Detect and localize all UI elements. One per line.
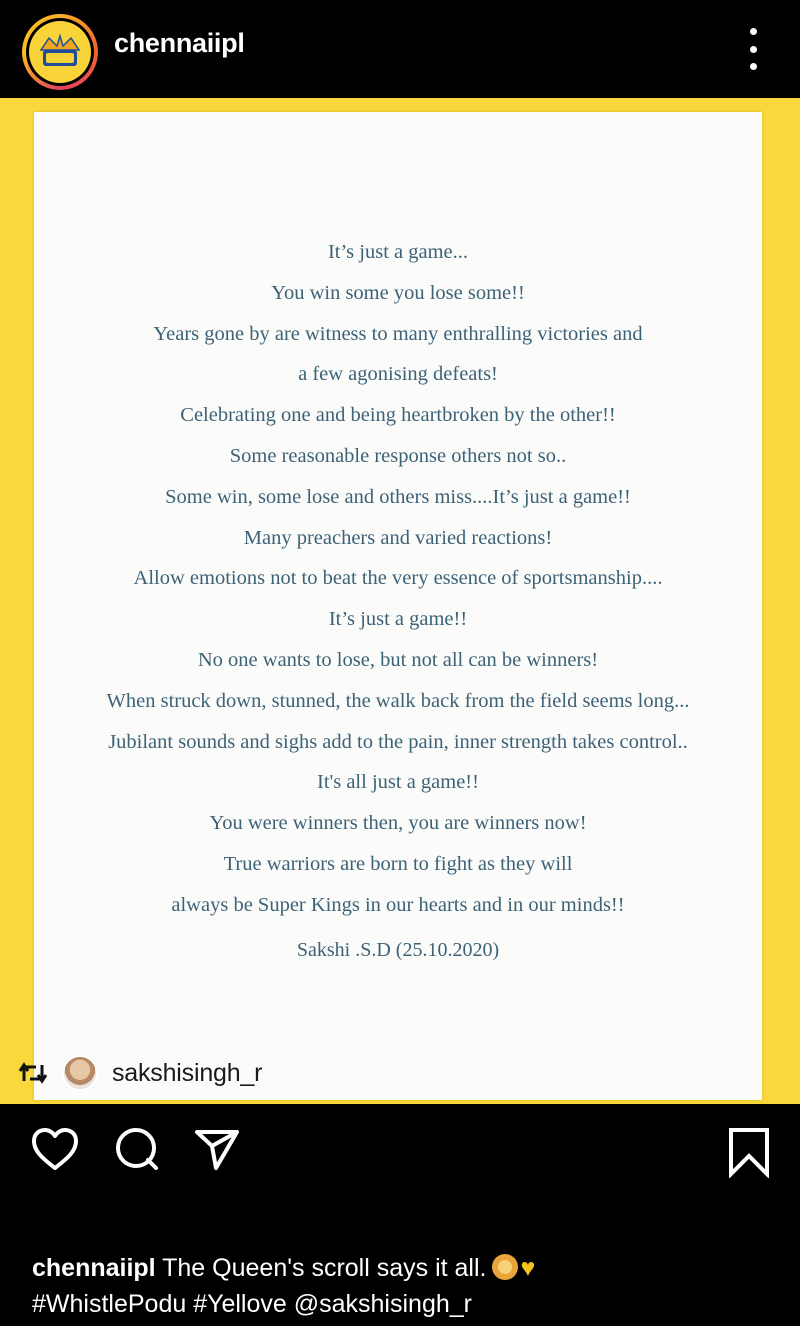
header-username[interactable]: chennaiipl — [114, 28, 245, 58]
poem-line: You were winners then, you are winners now! — [209, 812, 587, 835]
post-header — [0, 0, 800, 98]
poem-line: always be Super Kings in our hearts and in our minds!! — [171, 893, 625, 916]
heart-icon[interactable] — [30, 1126, 80, 1172]
repost-user-avatar[interactable] — [62, 1055, 98, 1091]
poem-line: It’s just a game!! — [328, 608, 468, 631]
poem-line: You win some you lose some!! — [271, 281, 525, 304]
profile-avatar[interactable] — [22, 14, 98, 90]
comment-icon[interactable] — [112, 1126, 162, 1172]
poem-line: a few agonising defeats! — [298, 363, 498, 386]
caption-line-1 — [32, 1250, 772, 1286]
send-icon[interactable] — [192, 1126, 242, 1172]
post-caption — [32, 1250, 772, 1322]
poem-line: Allow emotions not to beat the very essence of sportsmanship.... — [133, 567, 663, 590]
repost-icon — [18, 1061, 48, 1085]
caption-hashtags[interactable]: #WhistlePodu #Yellove @sakshisingh_r — [32, 1290, 472, 1318]
lion-emoji — [492, 1254, 518, 1280]
post-image[interactable] — [0, 98, 800, 1104]
poem-line: It's all just a game!! — [317, 771, 479, 794]
csk-logo-icon — [29, 21, 91, 83]
yellow-heart-emoji: ♥ — [520, 1254, 536, 1282]
poem-line: Some reasonable response others not so.. — [229, 444, 567, 467]
poem-text — [34, 232, 762, 926]
action-bar — [0, 1104, 800, 1214]
poem-line: True warriors are born to fight as they will — [223, 852, 573, 875]
poem-line: Jubilant sounds and sighs add to the pain, inner strength takes control.. — [108, 730, 688, 753]
poem-line: When struck down, stunned, the walk back from the field seems long... — [106, 689, 690, 712]
repost-username[interactable]: sakshisingh_r — [112, 1058, 263, 1087]
caption-text: The Queen's scroll says it all. — [155, 1254, 487, 1282]
more-vertical-icon[interactable] — [738, 24, 768, 74]
poem-signature: Sakshi .S.D (25.10.2020) — [296, 939, 500, 961]
poem-line: It’s just a game... — [327, 241, 469, 263]
repost-attribution[interactable] — [18, 1053, 262, 1093]
poem-line: No one wants to lose, but not all can be winners! — [197, 648, 599, 671]
bookmark-icon[interactable] — [726, 1126, 772, 1178]
scroll-paper — [34, 112, 762, 1100]
poem-line: Years gone by are witness to many enthralling victories and — [153, 322, 643, 345]
poem-line: Some win, some lose and others miss....It’s just a game!! — [165, 485, 631, 508]
caption-username[interactable]: chennaiipl — [32, 1254, 156, 1282]
poem-line: Many preachers and varied reactions! — [243, 526, 553, 549]
poem-line: Celebrating one and being heartbroken by the other!! — [180, 404, 616, 427]
